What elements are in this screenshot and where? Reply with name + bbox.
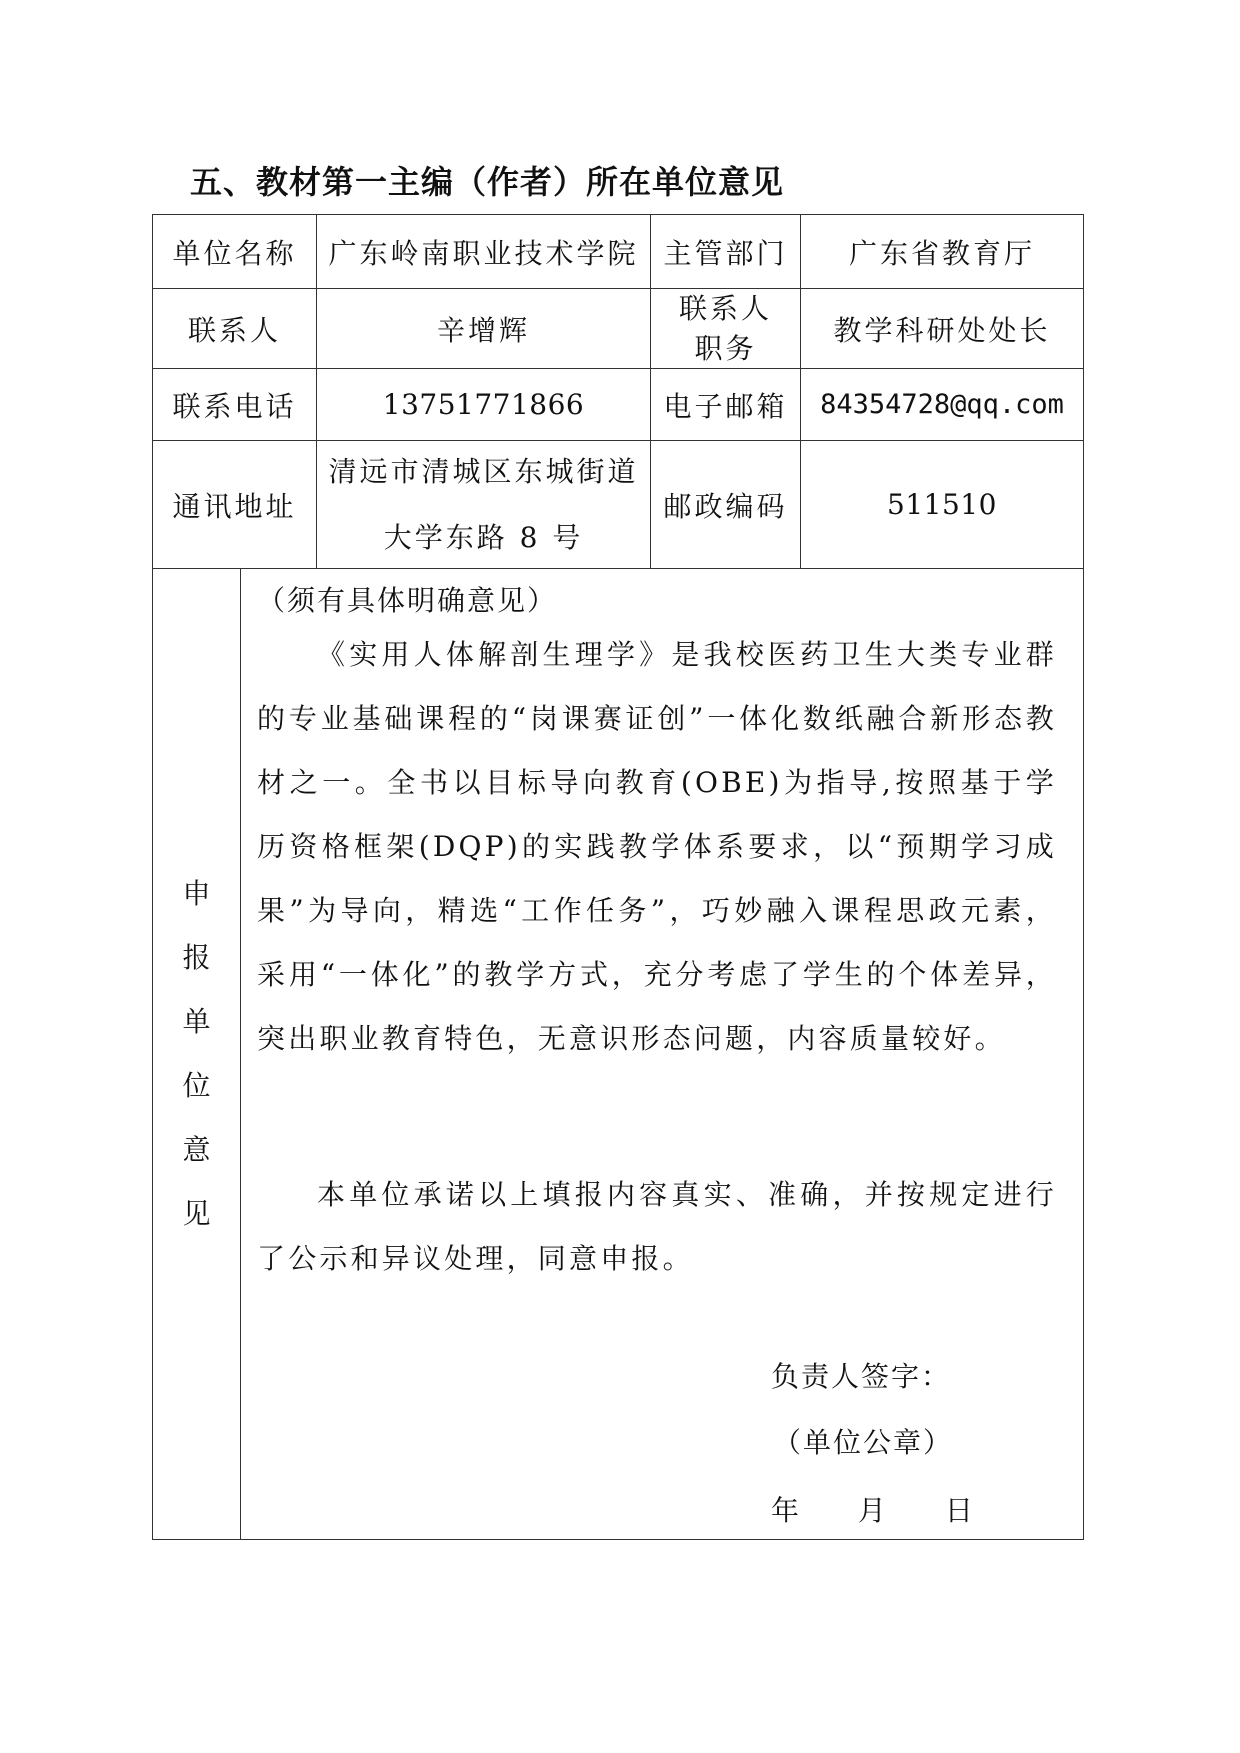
supervising-dept-value: 广东省教育厅 [848, 236, 1035, 270]
opinion-label-char: 报 [182, 941, 211, 974]
opinion-note: （须有具体明确意见） [257, 584, 558, 617]
commitment-paragraph: 本单位承诺以上填报内容真实、准确，并按规定进行了公示和异议处理，同意申报。 [257, 1178, 1057, 1275]
contact-title-label [651, 289, 801, 368]
contact-title-label-line1: 联系人 [678, 291, 772, 325]
address-label: 通讯地址 [153, 441, 317, 568]
contact-title-value: 教学科研处处长 [833, 313, 1051, 347]
opinion-label-char: 申 [182, 877, 211, 910]
address-value [317, 441, 651, 568]
supervising-dept-label: 主管部门 [651, 215, 801, 288]
opinion-vertical-label [153, 569, 241, 1539]
opinion-label-char: 意 [182, 1133, 211, 1166]
seal-label: （单位公章） [773, 1426, 954, 1459]
opinion-paragraph: 《实用人体解剖生理学》是我校医药卫生大类专业群的专业基础课程的“岗课赛证创”一体化数纸融合新形态教材之一。全书以目标导向教育(OBE)为指导,按照基于学历资格框架(DQP)的实践教学体系要求，以“预期学习成果”为导向，精选“工作任务”，巧妙融入课程思政元素，采用“一体化”的教学方式，充分考虑了学生的个体差异，突出职业教育特色，无意识形态问题，内容质量较好。 [257, 638, 1057, 1055]
email-value: 84354728@qq.com [820, 389, 1064, 420]
email-label: 电子邮箱 [651, 369, 801, 440]
phone-label: 联系电话 [153, 369, 317, 440]
form-row-address [153, 441, 1083, 569]
opinion-content [241, 569, 1083, 1539]
contact-person-value: 辛增辉 [317, 289, 651, 368]
unit-name-label: 单位名称 [153, 215, 317, 288]
phone-value: 13751771866 [317, 369, 651, 440]
contact-title-label-line2: 职务 [694, 331, 757, 365]
opinion-section [153, 569, 1083, 1539]
signature-label: 负责人签字： [771, 1360, 952, 1393]
address-value-line2: 大学东路 8 号 [383, 520, 584, 554]
form-row-contact [153, 289, 1083, 369]
opinion-label-char: 单 [182, 1005, 211, 1038]
form-row-phone-email [153, 369, 1083, 441]
date-year: 年 [771, 1494, 802, 1527]
postcode-value: 511510 [887, 488, 997, 521]
postcode-label: 邮政编码 [651, 441, 801, 568]
opinion-label-char: 见 [182, 1197, 211, 1230]
form-row-unit-name [153, 215, 1083, 289]
unit-name-value: 广东岭南职业技术学院 [317, 215, 651, 288]
date-day: 日 [944, 1494, 975, 1527]
address-value-line1: 清远市清城区东城街道 [328, 454, 639, 488]
unit-opinion-form [152, 214, 1084, 1540]
date-month: 月 [857, 1494, 888, 1527]
date-line [771, 1489, 1021, 1529]
section-title: 五、教材第一主编（作者）所在单位意见 [190, 163, 785, 201]
opinion-label-char: 位 [182, 1069, 211, 1102]
contact-person-label: 联系人 [153, 289, 317, 368]
